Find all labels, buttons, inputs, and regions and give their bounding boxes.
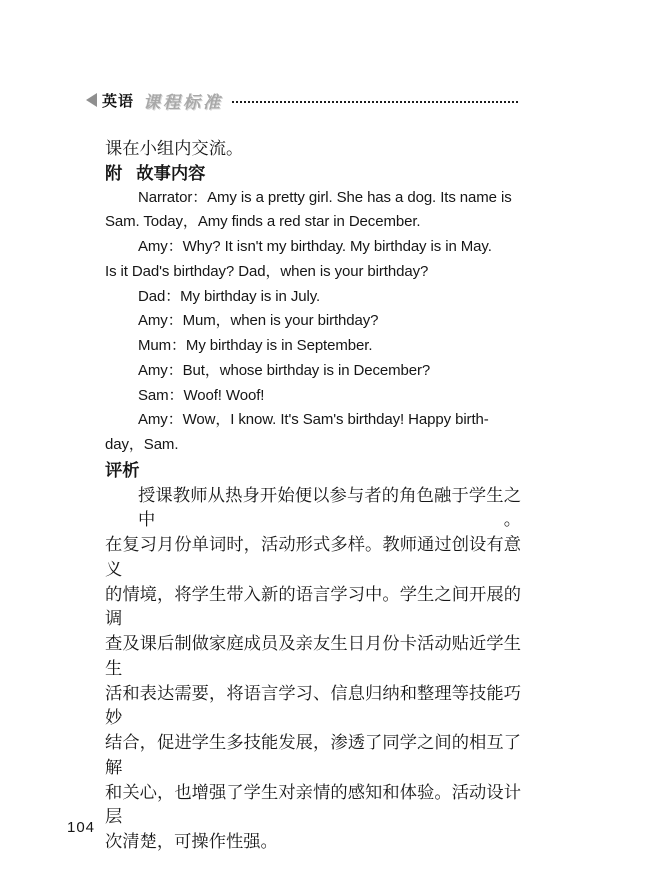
dotted-rule	[232, 101, 518, 103]
review-line: 次清楚，可操作性强。	[105, 831, 278, 851]
review-paragraph	[105, 483, 521, 854]
story-line: Is it Dad's birthday? Dad，when is your birthday?	[105, 262, 429, 280]
story-line: Sam. Today，Amy finds a red star in December.	[105, 213, 421, 231]
review-line: 在复习月份单词时，活动形式多样。教师通过创设有意义	[105, 534, 521, 579]
story-line: Narrator：Amy is a pretty girl. She has a dog. Its name is	[138, 188, 512, 206]
story-line: Sam：Woof! Woof!	[138, 386, 265, 404]
story-line: Dad：My birthday is in July.	[138, 287, 321, 305]
body-text	[105, 136, 521, 854]
appendix-heading	[105, 161, 521, 186]
story-line: day，Sam.	[105, 436, 179, 453]
review-line: 授课教师从热身开始便以参与者的角色融于学生之中。	[138, 484, 521, 530]
continuation-line: 课在小组内交流。	[105, 138, 244, 158]
story-line: Amy：Wow，I know. It's Sam's birthday! Happy birth-	[138, 411, 489, 429]
appendix-title: 故事内容	[136, 162, 206, 183]
left-triangle-icon	[86, 93, 97, 107]
story-line: Mum：My birthday is in September.	[138, 337, 373, 354]
review-line: 查及课后制做家庭成员及亲友生日月份卡活动贴近学生生	[105, 633, 521, 678]
story-line: Amy：Why? It isn't my birthday. My birthday is in May.	[138, 238, 492, 255]
page-number: 104	[67, 819, 96, 836]
story-line: Amy：But，whose birthday is in December?	[138, 361, 431, 379]
running-head	[86, 88, 518, 112]
story-dialogue	[105, 186, 521, 458]
series-label: 课程标准	[143, 92, 224, 112]
appendix-label: 附	[105, 162, 123, 183]
subject-label: 英语	[102, 92, 135, 110]
story-line: Amy：Mum，when is your birthday?	[138, 312, 379, 330]
review-line: 结合，促进学生多技能发展，渗透了同学之间的相互了解	[105, 732, 521, 777]
review-line: 活和表达需要，将语言学习、信息归纳和整理等技能巧妙	[105, 682, 521, 728]
review-line: 的情境，将学生带入新的语言学习中。学生之间开展的调	[105, 583, 521, 629]
review-line: 和关心，也增强了学生对亲情的感知和体验。活动设计层	[105, 781, 521, 827]
review-heading: 评析	[105, 459, 140, 480]
